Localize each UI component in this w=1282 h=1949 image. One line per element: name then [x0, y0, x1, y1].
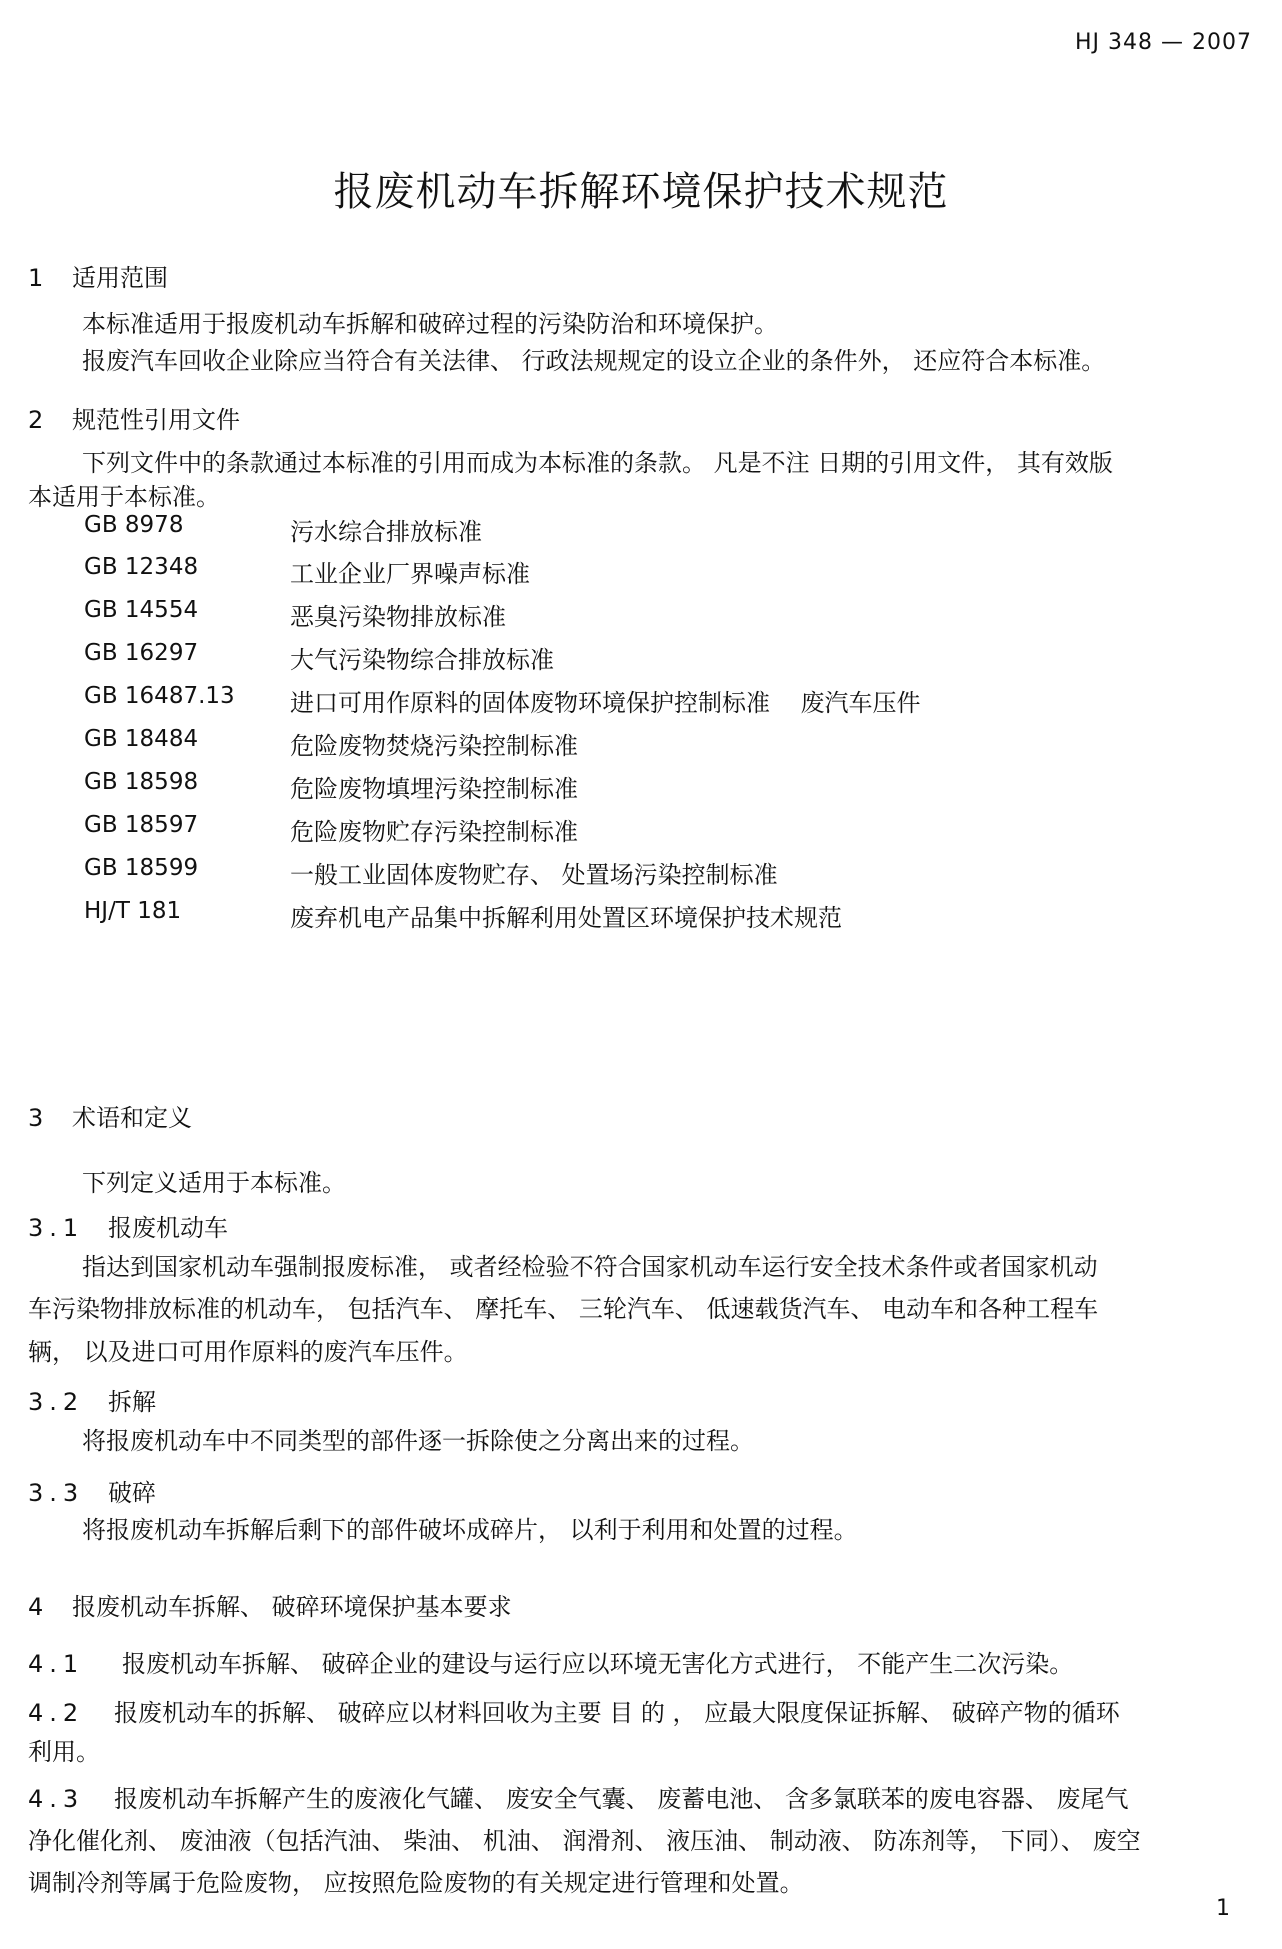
reference-code: GB 18599: [84, 855, 199, 881]
subsection-number: 3.2: [28, 1388, 85, 1416]
page-number: 1: [1216, 1896, 1230, 1921]
requirement-number: 4.3: [28, 1785, 85, 1813]
section-number: 2: [28, 406, 44, 434]
reference-code: GB 18484: [84, 726, 199, 752]
requirement-4-2: [28, 1692, 1120, 1734]
section-1-heading: [28, 258, 168, 293]
subsection-number: 3.3: [28, 1479, 85, 1507]
reference-code: GB 16487.13: [84, 683, 235, 709]
requirement-4-3: [28, 1778, 1129, 1820]
paragraph: 下列定义适用于本标准。: [82, 1169, 346, 1197]
section-title: 报废机动车拆解、 破碎环境保护基本要求: [72, 1593, 512, 1621]
paragraph-continuation: 调制冷剂等属于危险废物， 应按照危险废物的有关规定进行管理和处置。: [28, 1869, 804, 1897]
section-number: 3: [28, 1104, 44, 1132]
requirement-number: 4.1: [28, 1650, 85, 1678]
reference-title: 危险废物焚烧污染控制标准: [290, 732, 578, 760]
section-4-heading: [28, 1587, 512, 1622]
requirement-number: 4.2: [28, 1699, 85, 1727]
reference-code: GB 8978: [84, 512, 184, 538]
section-3-heading: [28, 1098, 192, 1133]
reference-code: GB 18597: [84, 812, 199, 838]
requirement-4-1: [28, 1643, 1073, 1685]
reference-title: 危险废物填埋污染控制标准: [290, 775, 578, 803]
paragraph-continuation: 本适用于本标准。: [28, 483, 220, 511]
requirement-text: 报废机动车拆解、 破碎企业的建设与运行应以环境无害化方式进行， 不能产生二次污染。: [122, 1650, 1074, 1678]
reference-code: HJ/T 181: [84, 898, 182, 924]
reference-title: 污水综合排放标准: [290, 518, 482, 546]
reference-code: GB 12348: [84, 554, 199, 580]
paragraph: 指达到国家机动车强制报废标准， 或者经检验不符合国家机动车运行安全技术条件或者国家机动: [82, 1253, 1098, 1281]
subsection-number: 3.1: [28, 1214, 85, 1242]
subsection-title: 拆解: [108, 1388, 156, 1416]
standard-code: HJ 348 — 2007: [1075, 30, 1252, 55]
reference-title: 一般工业固体废物贮存、 处置场污染控制标准: [290, 861, 778, 889]
subsection-title: 破碎: [108, 1479, 156, 1507]
reference-code: GB 16297: [84, 640, 199, 666]
requirement-text: 报废机动车的拆解、 破碎应以材料回收为主要 目 的 ， 应最大限度保证拆解、 破碎产物的循环: [114, 1699, 1120, 1727]
section-number: 1: [28, 264, 44, 292]
reference-title: 进口可用作原料的固体废物环境保护控制标准 废汽车压件: [290, 689, 921, 717]
paragraph: 本标准适用于报废机动车拆解和破碎过程的污染防治和环境保护。: [82, 310, 778, 338]
section-title: 适用范围: [72, 264, 168, 292]
reference-title: 恶臭污染物排放标准: [290, 603, 506, 631]
reference-code: GB 14554: [84, 597, 199, 623]
section-2-heading: [28, 400, 240, 435]
section-title: 术语和定义: [72, 1104, 192, 1132]
reference-code: GB 18598: [84, 769, 199, 795]
subsection-heading: [28, 1473, 156, 1508]
paragraph-continuation: 辆， 以及进口可用作原料的废汽车压件。: [28, 1338, 468, 1366]
subsection-heading: [28, 1208, 228, 1243]
requirement-text: 报废机动车拆解产生的废液化气罐、 废安全气囊、 废蓄电池、 含多氯联苯的废电容器、 废尾气: [114, 1785, 1129, 1813]
paragraph-continuation: 车污染物排放标准的机动车， 包括汽车、 摩托车、 三轮汽车、 低速载货汽车、 电动车和各种工程车: [28, 1295, 1099, 1323]
subsection-heading: [28, 1382, 156, 1417]
paragraph: 下列文件中的条款通过本标准的引用而成为本标准的条款。 凡是不注 日期的引用文件， 其有效版: [82, 449, 1113, 477]
paragraph: 报废汽车回收企业除应当符合有关法律、 行政法规规定的设立企业的条件外， 还应符合本标准。: [82, 347, 1106, 375]
paragraph-continuation: 利用。: [28, 1738, 100, 1766]
subsection-title: 报废机动车: [108, 1214, 228, 1242]
section-title: 规范性引用文件: [72, 406, 240, 434]
paragraph-continuation: 净化催化剂、 废油液（包括汽油、 柴油、 机油、 润滑剂、 液压油、 制动液、 防冻剂等， 下同）、 废空: [28, 1827, 1141, 1855]
reference-title: 危险废物贮存污染控制标准: [290, 818, 578, 846]
reference-title: 大气污染物综合排放标准: [290, 646, 554, 674]
reference-title: 废弃机电产品集中拆解利用处置区环境保护技术规范: [290, 904, 842, 932]
document-title: 报废机动车拆解环境保护技术规范: [333, 169, 949, 215]
reference-title: 工业企业厂界噪声标准: [290, 560, 530, 588]
section-number: 4: [28, 1593, 44, 1621]
paragraph: 将报废机动车拆解后剩下的部件破坏成碎片， 以利于利用和处置的过程。: [82, 1516, 858, 1544]
paragraph: 将报废机动车中不同类型的部件逐一拆除使之分离出来的过程。: [82, 1427, 754, 1455]
